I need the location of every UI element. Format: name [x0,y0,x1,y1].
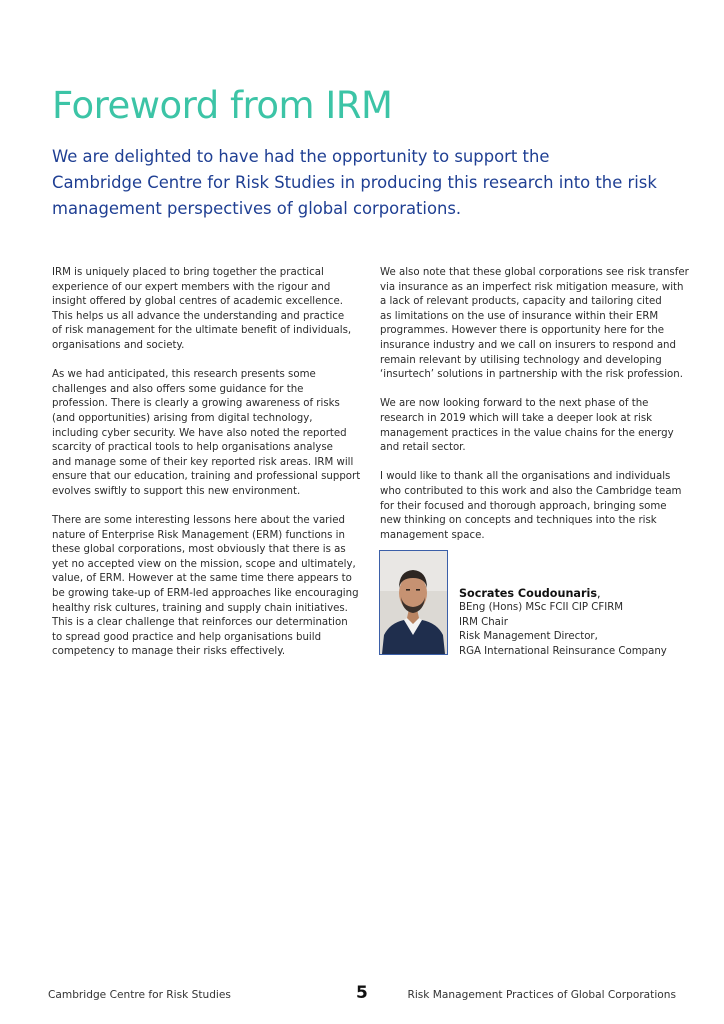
text-line: as limitations on the use of insurance within their ERM [380,310,659,322]
page-title: Foreword from IRM [52,84,393,127]
text-line: management practices in the value chains for the energy [380,427,674,439]
signatory-company: RGA International Reinsurance Company [459,645,667,657]
intro-line: management perspectives of global corporations. [52,199,462,218]
page-number: 5 [356,983,368,1003]
text-line: There are some interesting lessons here about the varied [52,515,345,527]
paragraph [380,470,680,543]
text-line: these global corporations, most obviously that there is as [52,544,346,556]
right-column [380,266,689,558]
text-line: This is a clear challenge that reinforces our determination [52,617,348,629]
text-line: to spread good practice and help organisations build [52,631,322,643]
text-line: via insurance as an imperfect risk mitigation measure, with [380,281,684,293]
paragraph [380,397,680,455]
text-line: As we had anticipated, this research presents some [52,369,316,381]
text-line: nature of Enterprise Risk Management (ERM) functions in [52,529,345,541]
text-line: and manage some of their key reported risk areas. IRM will [52,456,354,468]
text-line: management space. [380,529,485,541]
portrait-illustration [380,551,447,654]
text-line: healthy risk cultures, training and supply chain initiatives. [52,602,348,614]
text-line: (and opportunities) arising from digital technology, [52,412,313,424]
paragraph [380,266,689,383]
text-line: programmes. However there is opportunity here for the [380,325,664,337]
text-line: including cyber security. We have also noted the reported [52,427,347,439]
intro-statement [52,144,692,222]
text-line: and retail sector. [380,442,466,454]
paragraph [52,266,352,354]
text-line: This helps us all advance the understanding and practice [52,310,345,322]
text-line: We also note that these global corporations see risk transfer [380,267,689,278]
signatory-title: Risk Management Director, [459,631,598,643]
text-line: insurance industry and we call on insurers to respond and [380,339,676,351]
text-line: who contributed to this work and also the Cambridge team [380,485,682,497]
text-line: I would like to thank all the organisations and individuals [380,471,671,483]
intro-line: We are delighted to have had the opportunity to support the [52,147,550,166]
text-line: yet no accepted view on the mission, scope and ultimately, [52,558,356,570]
text-line: insight offered by global centres of academic excellence. [52,296,343,308]
intro-line: Cambridge Centre for Risk Studies in producing this research into the risk [52,173,657,192]
signatory-role: IRM Chair [459,616,508,628]
signatory-name-line [459,586,667,601]
text-line: be growing take-up of ERM-led approaches like encouraging [52,588,359,600]
text-line: ensure that our education, training and professional support [52,471,361,483]
signatory-name-comma: , [596,587,601,600]
text-line: scarcity of practical tools to help organisations analyse [52,442,333,454]
paragraph [52,514,359,660]
signature-block [459,586,667,659]
paragraph [52,368,361,499]
text-line: challenges and also offers some guidance for the [52,383,304,395]
text-line: IRM is uniquely placed to bring together the practical [52,267,324,278]
text-line: evolves swiftly to support this new environment. [52,485,301,497]
footer-left-text: Cambridge Centre for Risk Studies [48,989,231,1001]
footer-right-text: Risk Management Practices of Global Corporations [407,989,676,1001]
text-line: new thinking on concepts and techniques into the risk [380,515,657,527]
text-line: experience of our expert members with the rigour and [52,281,331,293]
author-portrait [379,550,448,655]
text-line: a lack of relevant products, capacity and tailoring cited [380,296,662,308]
text-line: ‘insurtech’ solutions in partnership with the risk profession. [380,369,683,381]
text-line: for their focused and thorough approach, bringing some [380,500,667,512]
text-line: profession. There is clearly a growing awareness of risks [52,398,340,410]
signatory-name: Socrates Coudounaris [459,587,597,600]
text-line: We are now looking forward to the next phase of the [380,398,649,410]
left-column [52,266,361,675]
text-line: organisations and society. [52,339,185,351]
text-line: competency to manage their risks effectively. [52,646,286,658]
text-line: of risk management for the ultimate benefit of individuals, [52,325,352,337]
text-line: remain relevant by utilising technology and developing [380,354,662,366]
signatory-credentials: BEng (Hons) MSc FCII CIP CFIRM [459,602,624,613]
text-line: research in 2019 which will take a deeper look at risk [380,412,653,424]
text-line: value, of ERM. However at the same time there appears to [52,573,352,585]
